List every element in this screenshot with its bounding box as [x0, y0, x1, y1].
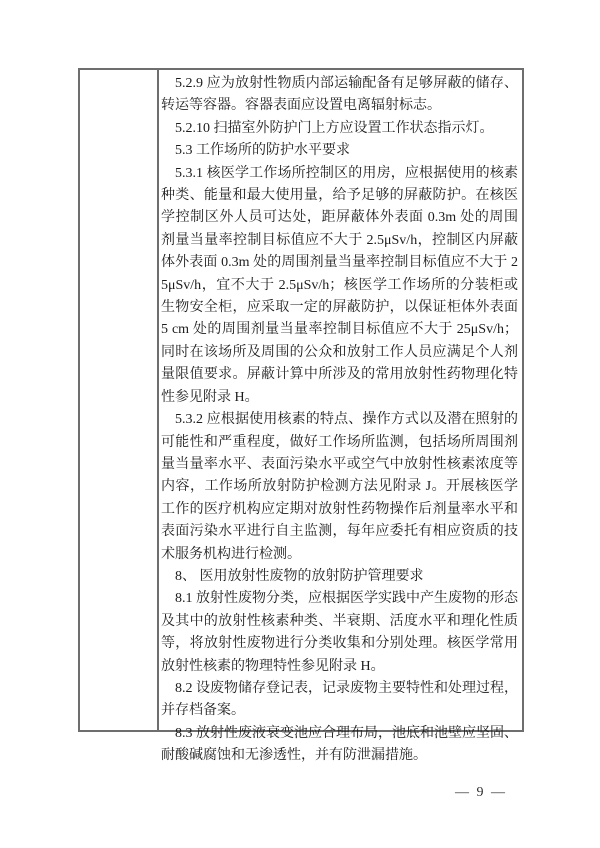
heading-8: 8、 医用放射性废物的放射防护管理要求	[175, 568, 424, 584]
table-content-column	[159, 70, 522, 764]
paragraph-5-3-2: 5.3.2 应根据使用核素的特点、操作方式以及潜在照射的可能性和严重程度，做好工作场所监测，包括场所周围剂量当量率水平、表面污染水平或空气中放射性核素浓度等内容，工作场所放射防护检测方法见附录 J。开展核医学工作的医疗机构应定期对放射性药物操作后剂量率水平和表面污染水平进行自主监测，每年应委托有相应资质的技术服务机构进行检测。	[161, 412, 518, 562]
paragraph-5-3-1: 5.3.1 核医学工作场所控制区的用房，应根据使用的核素种类、能量和最大使用量，给予足够的屏蔽防护。在核医学控制区外人员可达处，距屏蔽体外表面 0.3m 处的周围剂量当量率控制目标值应不大于 2.5μSv/h，控制区内屏蔽体外表面 0.3m 处的周围剂量当量率控制目标值应不大于 25μSv/h，宜不大于 2.5μSv/h；核医学工作场所的分装柜或生物安全柜，应采取一定的屏蔽防护，以保证柜体外表面 5 cm 处的周围剂量当量率控制目标值应不大于 25μSv/h；同时在该场所及周围的公众和放射工作人员应满足个人剂量限值要求。屏蔽计算中所涉及的常用放射性药物理化特性参见附录 H。	[161, 165, 518, 405]
paragraph-8-1: 8.1 放射性废物分类，应根据医学实践中产生废物的形态及其中的放射性核素种类、半衰期、活度水平和理化性质等，将放射性废物进行分类收集和分别处理。核医学常用放射性核素的物理特性参见附录 H。	[161, 591, 518, 674]
heading-5-3: 5.3 工作场所的防护水平要求	[175, 143, 350, 159]
paragraph-5-2-10: 5.2.10 扫描室外防护门上方应设置工作状态指示灯。	[175, 120, 494, 136]
paragraph-5-2-9: 5.2.9 应为放射性物质内部运输配备有足够屏蔽的储存、转运等容器。容器表面应设置电离辐射标志。	[161, 76, 518, 114]
page-number: — 9 —	[455, 785, 505, 800]
document-table	[78, 68, 524, 764]
paragraph-8-3: 8.3 放射性废液衰变池应合理布局，池底和池壁应坚固、耐酸碱腐蚀和无渗透性，并有防泄漏措施。	[161, 725, 518, 764]
table-left-column	[80, 70, 159, 730]
paragraph-8-2: 8.2 设废物储存登记表，记录废物主要特性和处理过程，并存档备案。	[161, 680, 518, 719]
